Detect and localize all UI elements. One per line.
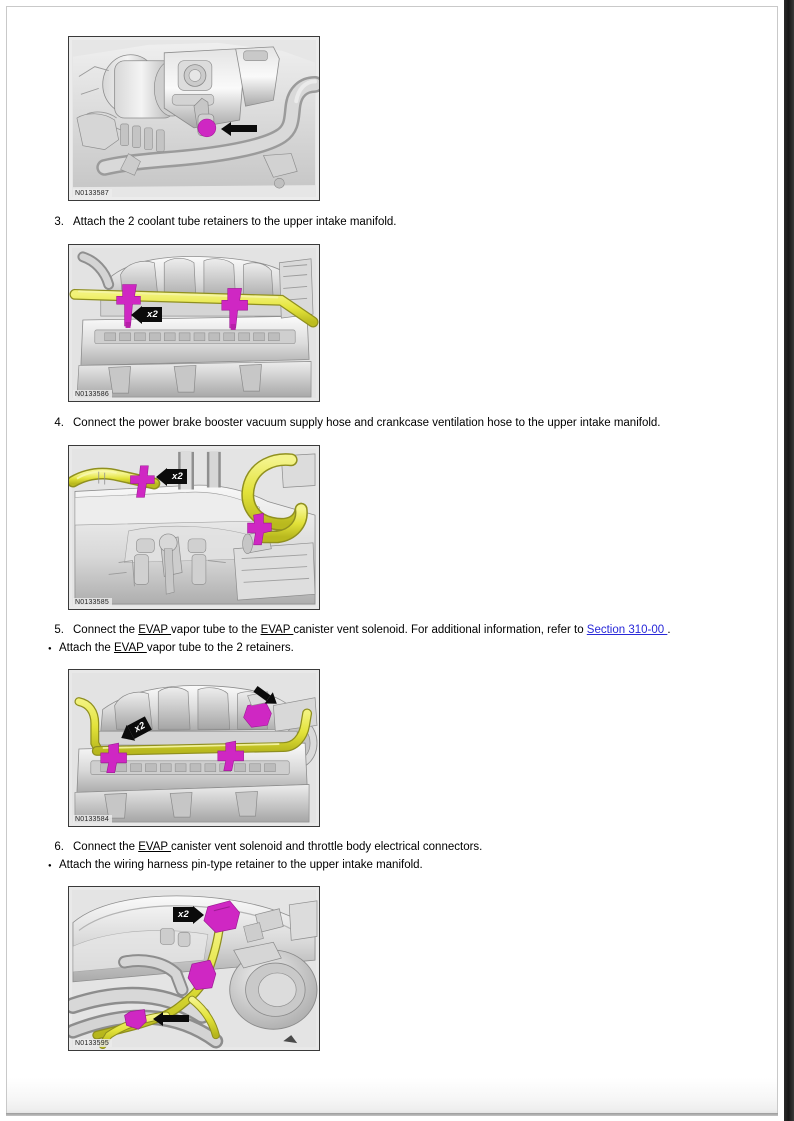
engine-illustration-2 (69, 245, 319, 401)
arrow-head-icon (131, 306, 142, 324)
figure-n0133595[interactable] (68, 886, 320, 1051)
callout-x2-fig5 (173, 907, 204, 922)
step-5-text-part-2: vapor tube to the (171, 624, 261, 636)
step-3-text: Attach the 2 coolant tube retainers to the upper intake manifold. (73, 216, 397, 228)
callout-x2-label: x2 (167, 469, 187, 484)
step-5-text-part-4: . (667, 624, 671, 636)
step-6 (0, 840, 772, 855)
window-right-gutter[interactable] (784, 0, 794, 1121)
term-evap-4: EVAP (138, 841, 172, 853)
step-6-text-part-1: Connect the (73, 841, 139, 853)
figure-n0133585[interactable] (68, 445, 320, 610)
step-6-sub-list (0, 858, 772, 873)
callout-arrow-fig5 (153, 1012, 189, 1025)
step-5 (0, 623, 772, 638)
step-6-text-part-2: canister vent solenoid and throttle body electrical connectors. (171, 841, 483, 853)
callout-arrow-left-fig1 (221, 122, 257, 135)
callout-x2-label: x2 (173, 907, 193, 922)
step-5-text-part-1: Connect the (73, 624, 139, 636)
callout-x2-label: x2 (127, 716, 152, 739)
callout-x2-fig3 (156, 469, 187, 484)
callout-x2-fig2 (131, 307, 162, 322)
figure-id-label: N0133584 (73, 815, 112, 823)
figure-n0133587[interactable] (68, 36, 320, 201)
arrow-head-icon (221, 122, 231, 136)
figure-id-label: N0133587 (73, 189, 112, 197)
callout-x2-label: x2 (142, 307, 162, 322)
step-5-number: 5. (54, 624, 64, 636)
step-5-sub-list (0, 641, 772, 656)
step-4-number: 4. (54, 417, 64, 429)
step-3 (0, 215, 772, 230)
figure-id-label: N0133586 (73, 390, 112, 398)
step-4 (0, 416, 772, 431)
engine-illustration-4 (69, 670, 319, 826)
arrow-head-icon (153, 1012, 163, 1026)
page-bottom-rule (6, 1113, 778, 1116)
step-3-number: 3. (54, 216, 64, 228)
figure-id-label: N0133595 (73, 1039, 112, 1047)
step-5-text-part-3: canister vent solenoid. For additional information, refer to (293, 624, 587, 636)
engine-illustration-3 (69, 446, 319, 609)
term-evap-2: EVAP (260, 624, 294, 636)
figure-n0133586[interactable] (68, 244, 320, 402)
step-6-number: 6. (54, 841, 64, 853)
arrow-shaft (163, 1015, 189, 1022)
arrow-head-icon (193, 906, 204, 924)
page-footer-band (6, 1078, 778, 1115)
link-section-310-00[interactable]: Section 310-00 (586, 624, 668, 636)
term-evap-3: EVAP (113, 642, 147, 654)
arrow-head-icon (156, 468, 167, 486)
step-5-bullet-1-part-2: vapor tube to the 2 retainers. (146, 642, 294, 654)
figure-id-label: N0133585 (73, 598, 112, 606)
step-6-bullet-1: ● Attach the wiring harness pin-type retainer to the upper intake manifold. (48, 858, 772, 873)
engine-illustration-1 (69, 37, 319, 200)
step-6-text (64, 840, 758, 855)
step-5-bullet-1 (48, 641, 772, 656)
arrow-shaft (231, 125, 257, 132)
step-5-bullet-1-part-1: Attach the (59, 642, 114, 654)
step-5-text (64, 623, 758, 638)
step-4-text: Connect the power brake booster vacuum supply hose and crankcase ventilation hose to the upper intake manifold. (73, 417, 661, 429)
term-evap-1: EVAP (138, 624, 172, 636)
figure-n0133584[interactable] (68, 669, 320, 827)
